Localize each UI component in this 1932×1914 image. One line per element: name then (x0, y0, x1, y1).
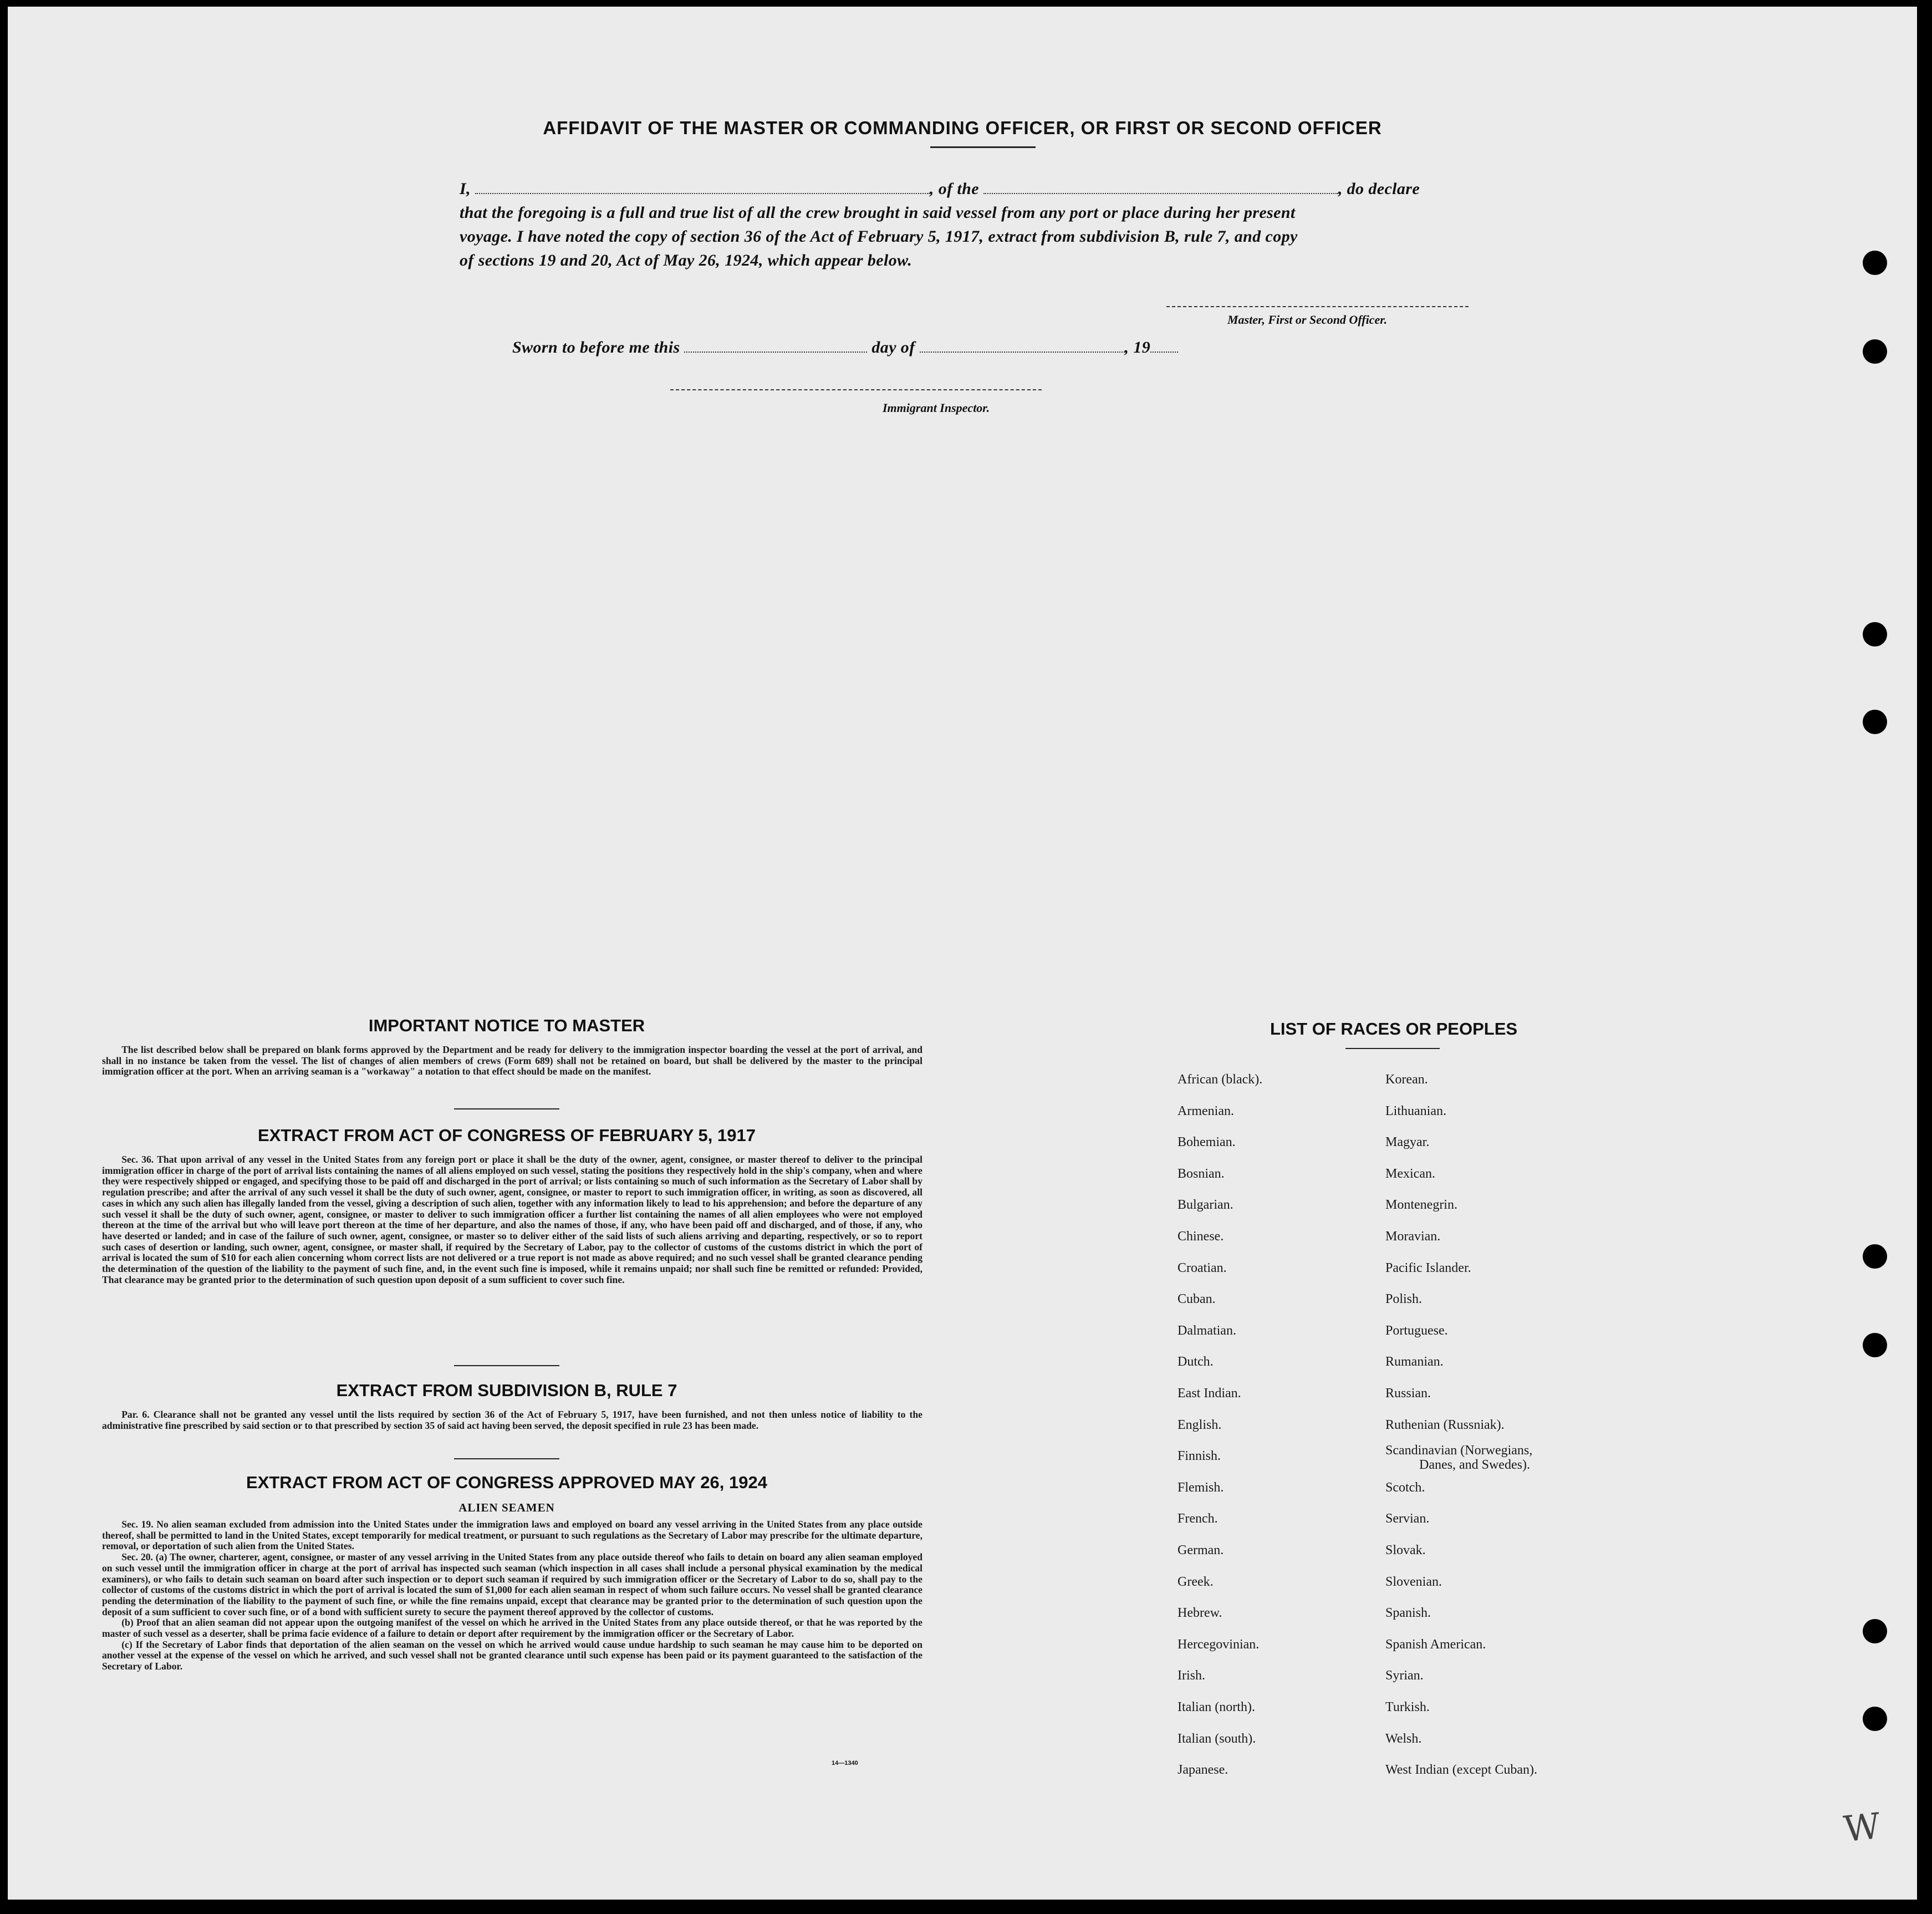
divider (454, 1458, 559, 1459)
race-item: Spanish American. (1385, 1637, 1486, 1652)
form-number: 14—1340 (832, 1760, 858, 1767)
race-item: Scotch. (1385, 1480, 1425, 1495)
master-signature-line[interactable] (1166, 306, 1469, 307)
race-item: Bosnian. (1177, 1166, 1225, 1181)
race-item: Bulgarian. (1177, 1198, 1233, 1213)
race-item: Finnish. (1177, 1449, 1221, 1464)
punch-hole (1863, 251, 1887, 275)
extract-1924-subtitle: ALIEN SEAMEN (458, 1501, 555, 1514)
sec-20b: (b) Proof that an alien seaman did not appear upon the outgoing manifest of the vessel on which he arrived in the United States from any place outside thereof, or that he was reported by the master of such vessel as a deserter, shall be prima facie evidence of a failure to detain or deport after requirement by the immigration officer or the Secretary of Labor. (102, 1617, 922, 1640)
sec-20c: (c) If the Secretary of Labor finds that deportation of the alien seaman on the vessel on which he arrived would cause undue hardship to such seaman he may cause him to be deported on another vessel at the expense of the vessel on which he arrived, and such vessel shall not be granted clearance until such expense has been paid or its payment guaranteed to the satisfaction of the Secretary of Labor. (102, 1638, 922, 1672)
race-item: Spanish. (1385, 1606, 1431, 1621)
name-blank[interactable] (475, 191, 930, 194)
race-item: Polish. (1385, 1292, 1423, 1307)
race-item: Italian (south). (1177, 1731, 1256, 1746)
race-item: Lithuanian. (1385, 1103, 1446, 1118)
punch-hole (1863, 1619, 1887, 1643)
race-item: Hebrew. (1177, 1606, 1222, 1621)
divider (454, 1108, 559, 1109)
race-item: Slovenian. (1385, 1574, 1442, 1589)
punch-hole (1863, 1244, 1887, 1269)
race-item: Korean. (1385, 1072, 1428, 1087)
inspector-signature-label: Immigrant Inspector. (883, 401, 990, 415)
race-item: English. (1177, 1417, 1222, 1432)
sec-19: Sec. 19. No alien seaman excluded from admission into the United States under the immigration laws and employed on board any vessel arriving in the United States from any place outside thereof, shall be permitted to land in the United States, except temporarily for medical treatment, or pursuant to such regulations as the Secretary of Labor may prescribe for the ultimate departure, removal, or deportation of such alien from the United States. (102, 1519, 922, 1552)
race-item: Armenian. (1177, 1103, 1234, 1118)
race-item: Bohemian. (1177, 1135, 1236, 1150)
race-item: Mexican. (1385, 1166, 1435, 1181)
race-item: Welsh. (1385, 1731, 1422, 1746)
race-item: East Indian. (1177, 1386, 1241, 1401)
sworn-year-blank[interactable] (1150, 349, 1178, 353)
affidavit-line-3: voyage. I have noted the copy of section 36 of the Act of February 5, 1917, extract from subdivision B, rule 7, and copy (460, 227, 1298, 246)
notice-title: IMPORTANT NOTICE TO MASTER (368, 1016, 645, 1035)
race-item: Flemish. (1177, 1480, 1224, 1495)
race-item: Magyar. (1385, 1135, 1430, 1150)
race-item: Russian. (1385, 1386, 1431, 1401)
race-item: Japanese. (1177, 1763, 1228, 1778)
notice-text: The list described below shall be prepared on blank forms approved by the Department and be ready for delivery to the immigration inspector boarding the vessel at the port of arrival, and shall in no instance be taken from the vessel. The list of changes of alien members of crews (Form 689) shall not be retained on board, but shall be delivered by the master to the principal immigration officer at the port. When an arriving seaman is a "workaway" a notation to that effect should be made on the manifest. (102, 1044, 922, 1077)
race-item: West Indian (except Cuban). (1385, 1763, 1537, 1778)
race-item: Italian (north). (1177, 1700, 1255, 1714)
extract-rule7-text: Par. 6. Clearance shall not be granted any vessel until the lists required by section 36 of the Act of February 5, 1917, have been furnished, and not then unless notice of liability to the administrative fine prescribed by said section or to that prescribed by section 35 of said act having been served, the deposit specified in rule 23 has been made. (102, 1409, 922, 1431)
sworn-line: Sworn to before me this day of , 19 (512, 338, 1566, 357)
race-item: German. (1177, 1543, 1224, 1557)
race-item: Moravian. (1385, 1229, 1441, 1244)
affidavit-title: AFFIDAVIT OF THE MASTER OR COMMANDING OFFICER, OR FIRST OR SECOND OFFICER (543, 118, 1382, 138)
race-item: Pacific Islander. (1385, 1260, 1471, 1275)
punch-hole (1863, 1707, 1887, 1731)
title-rule (930, 146, 1036, 148)
race-item: Irish. (1177, 1668, 1205, 1683)
race-item: Chinese. (1177, 1229, 1224, 1244)
race-item: Syrian. (1385, 1668, 1424, 1683)
race-item: Servian. (1385, 1511, 1430, 1526)
punch-hole (1863, 622, 1887, 647)
inspector-signature-line[interactable] (670, 389, 1042, 390)
race-item: Hercegovinian. (1177, 1637, 1260, 1652)
vessel-blank[interactable] (983, 191, 1338, 194)
race-item: Scandinavian (Norwegians, (1385, 1443, 1533, 1458)
document-page (8, 7, 1917, 1900)
race-item: Ruthenian (Russniak). (1385, 1417, 1505, 1432)
affidavit-line-2: that the foregoing is a full and true list of all the crew brought in said vessel from any port or place during her present (460, 203, 1296, 222)
race-item: Rumanian. (1385, 1355, 1444, 1370)
races-rule (1345, 1048, 1440, 1049)
affidavit-line-1: I, , of the , do declare (460, 180, 1420, 198)
extract-1917-text: Sec. 36. That upon arrival of any vessel in the United States from any foreign port or place it shall be the duty of the owner, agent, consignee, or master thereof to deliver to the principal immigration officer in charge of the port of arrival lists containing the names of all aliens employed on such vessel, stating the positions they respectively hold in the ship's company, when and where they were respectively shipped or engaged, and specifying those to be paid off and discharged in the port of arrival; or lists containing so much of such information as the Secretary of Labor shall by regulation prescribe; and after the arrival of any such vessel it shall be the duty of such owner, agent, consignee, or master to report to such immigration officer, in writing, as soon as discovered, all cases in which any such alien has illegally landed from the vessel, giving a description of such alien, together with any information likely to lead to his apprehension; and before the departure of any such vessel it shall be the duty of such owner, agent, consignee, or master to deliver to such immigration officer a further list containing the names of all alien employees who were not employed thereon at the time of the arrival but who will leave port thereon at the time of her departure, and also the names of those, if any, who have been paid off and discharged, and of those, if any, who have deserted or landed; and in case of the failure of such owner, agent, consignee, or master so to deliver either of the said lists of such aliens arriving and departing, respectively, or so to report such cases of desertion or landing, such owner, agent, consignee, or master shall, if required by the Secretary of Labor, pay to the collector of customs of the customs district in which the port of arrival is located the sum of $10 for each alien concerning whom correct lists are not delivered or a true report is not made as above required; and no such vessel shall be granted clearance pending the determination of the question of the liability to the payment of such fine, and, in the event such fine is imposed, while it remains unpaid; nor shall such fine be remitted or refunded: Provided, That clearance may be granted prior to the determination of such question upon deposit of a sum sufficient to cover such fine. (102, 1154, 922, 1285)
race-item: Cuban. (1177, 1292, 1216, 1307)
race-item-continuation: Danes, and Swedes). (1419, 1458, 1530, 1473)
extract-rule7-title: EXTRACT FROM SUBDIVISION B, RULE 7 (336, 1381, 677, 1400)
punch-hole (1863, 1333, 1887, 1357)
punch-hole (1863, 339, 1887, 364)
sworn-month-blank[interactable] (920, 349, 1125, 353)
race-item: Croatian. (1177, 1260, 1227, 1275)
race-item: Dutch. (1177, 1355, 1214, 1370)
race-item: African (black). (1177, 1072, 1263, 1087)
sec-20a: Sec. 20. (a) The owner, charterer, agent, consignee, or master of any vessel arriving in the United States from any place outside thereof who fails to detain on board any alien seaman employed on such vessel until the immigration officer in charge at the port of arrival has inspected such seaman (which inspection in all cases shall include a personal physical examination by the medical examiners), or who fails to detain such seaman on board after such inspection or to deport such seaman if required by such immigration officer or the Secretary of Labor to do so, shall pay to the collector of customs of the customs district in which the port of arrival is located the sum of $1,000 for each alien seaman in respect of whom such failure occurs. No vessel shall be granted clearance pending the determination of the liability to the payment of such fine, or while the fine remains unpaid, except that clearance may be granted prior to the determination of such question upon the deposit of a sum sufficient to cover such fine, or of a bond with sufficient surety to secure the payment thereof approved by the collector of customs. (102, 1551, 922, 1617)
extract-1917-title: EXTRACT FROM ACT OF CONGRESS OF FEBRUARY 5, 1917 (258, 1126, 756, 1145)
master-signature-label: Master, First or Second Officer. (1227, 313, 1388, 327)
extract-1924-text (102, 1519, 922, 1672)
race-item: Montenegrin. (1385, 1198, 1457, 1213)
race-item: Turkish. (1385, 1700, 1430, 1714)
race-item: Portuguese. (1385, 1323, 1448, 1338)
race-item: Greek. (1177, 1574, 1214, 1589)
affidavit-line-4: of sections 19 and 20, Act of May 26, 1924, which appear below. (460, 251, 913, 269)
race-item: French. (1177, 1511, 1218, 1526)
pencil-mark: W (1842, 1805, 1883, 1851)
punch-hole (1863, 710, 1887, 734)
races-title: LIST OF RACES OR PEOPLES (1270, 1019, 1518, 1039)
race-item: Dalmatian. (1177, 1323, 1236, 1338)
sworn-day-blank[interactable] (684, 349, 867, 353)
divider (454, 1365, 559, 1366)
extract-1924-title: EXTRACT FROM ACT OF CONGRESS APPROVED MAY 26, 1924 (246, 1473, 767, 1492)
race-item: Slovak. (1385, 1543, 1426, 1557)
